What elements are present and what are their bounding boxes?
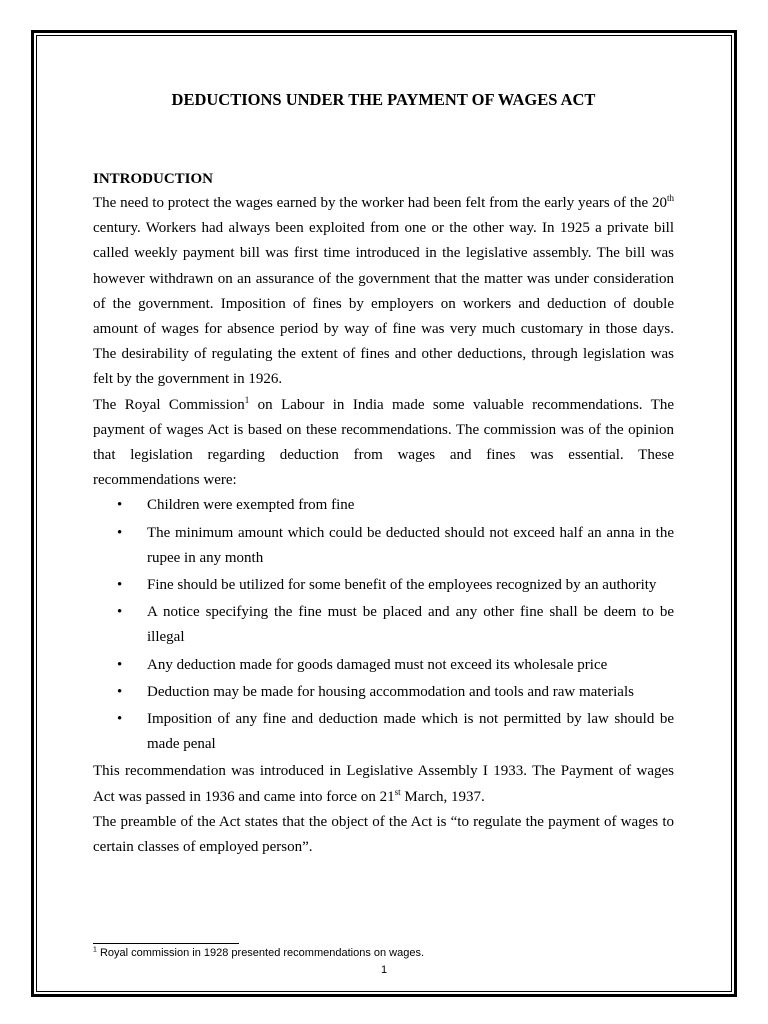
page-number: 1 — [380, 964, 388, 976]
bullet-icon: • — [117, 711, 123, 728]
list-item-text: Fine should be utilized for some benefit of the employees recognized by an authority — [147, 577, 657, 594]
footnote-marker: 1 — [93, 946, 97, 954]
paragraph-intro — [93, 191, 674, 393]
list-item — [93, 521, 674, 571]
list-item-text: Deduction may be made for housing accommodation and tools and raw materials — [147, 683, 634, 700]
list-item — [93, 600, 674, 650]
list-item-text: Imposition of any fine and deduction made which is not permitted by law should be made penal — [147, 711, 674, 753]
footnote — [93, 947, 674, 959]
bullet-icon: • — [117, 577, 123, 594]
paragraph-intro-part-b: century. Workers had always been exploited from one or the other way. In 1925 a private bill called weekly payment bill was first time introduced in the legislative assembly. The bill was however withdrawn on an assurance of the government that the matter was under consideration of the government. Imposition of fines by employers on workers and deduction of double amount of wages for absence period by way of fine was very much customary in those days. The desirability of regulating the extent of fines and other deductions, through legislation was felt by the government in 1926. — [93, 220, 674, 388]
paragraph-royal-commission-part-b: on Labour in India made some valuable recommendations. The payment of wages Act is based on these recommendations. The commission was of the opinion that legislation regarding deduction from wages and fines was essential. These recommendations were: — [93, 396, 674, 489]
document-body — [93, 170, 674, 860]
bullet-icon: • — [117, 524, 123, 541]
list-item-text: The minimum amount which could be deducted should not exceed half an anna in the rupee in any month — [147, 524, 674, 566]
list-item — [93, 680, 674, 705]
paragraph-intro-part-a: The need to protect the wages earned by the worker had been felt from the early years of the 20 — [93, 195, 667, 211]
superscript-st: st — [394, 786, 401, 797]
footnote-separator — [93, 943, 239, 944]
document-title: DEDUCTIONS UNDER THE PAYMENT OF WAGES ACT — [171, 90, 596, 109]
paragraph-legislative-assembly-part-a: This recommendation was introduced in Legislative Assembly I 1933. The Payment of wages Act was passed in 1936 and came into force on 21 — [93, 763, 674, 805]
superscript-th: th — [666, 193, 674, 203]
list-item — [93, 653, 674, 678]
bullet-icon: • — [117, 683, 123, 700]
paragraph-preamble: The preamble of the Act states that the object of the Act is “to regulate the payment of wages to certain classes of employed person”. — [93, 813, 674, 856]
list-item — [93, 493, 674, 518]
footnote-reference: 1 — [244, 394, 250, 405]
footnote-text: Royal commission in 1928 presented recommendations on wages. — [96, 947, 425, 959]
recommendations-list — [93, 493, 674, 757]
section-heading: INTRODUCTION — [93, 171, 214, 187]
bullet-icon: • — [117, 497, 123, 514]
list-item-text: Any deduction made for goods damaged must not exceed its wholesale price — [147, 656, 608, 673]
bullet-icon: • — [117, 656, 123, 673]
list-item — [93, 573, 674, 598]
paragraph-royal-commission-part-a: The Royal Commission — [93, 396, 245, 413]
list-item-text: A notice specifying the fine must be placed and any other fine shall be deem to be illegal — [147, 604, 674, 646]
paragraph-legislative-assembly-part-b: March, 1937. — [400, 788, 485, 805]
paragraph-royal-commission — [93, 393, 674, 494]
list-item-text: Children were exempted from fine — [147, 497, 355, 514]
paragraph-legislative-assembly — [93, 759, 674, 809]
bullet-icon: • — [117, 604, 123, 621]
list-item — [93, 707, 674, 757]
